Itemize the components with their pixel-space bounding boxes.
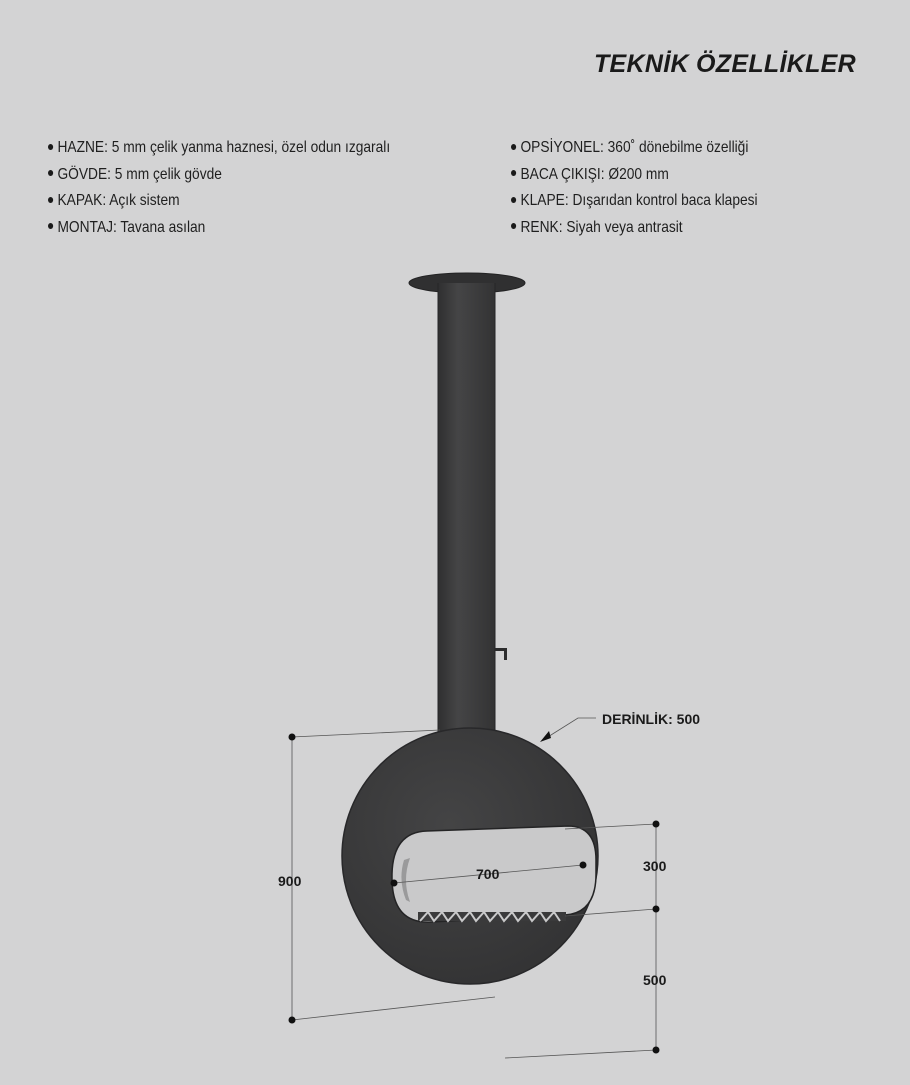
spec-label: MONTAJ: [57, 218, 117, 236]
spec-label: RENK: [520, 218, 563, 236]
spec-value: Ø200 mm [608, 165, 669, 183]
spec-value: Açık sistem [109, 192, 180, 209]
bottom-dimension: 500 [643, 972, 667, 988]
spec-value: Dışarıdan kontrol baca klapesi [572, 192, 758, 209]
grate [418, 912, 566, 921]
spec-value: 5 mm çelik gövde [114, 165, 222, 183]
spec-label: GÖVDE: [57, 165, 111, 183]
damper-handle [495, 648, 507, 660]
spec-value: 360˚ dönebilme özelliği [607, 139, 749, 156]
spec-label: HAZNE: [57, 139, 108, 156]
spec-value: Siyah veya antrasit [566, 218, 683, 236]
depth-label: DERİNLİK: 500 [602, 711, 701, 727]
spec-label: OPSİYONEL: [520, 139, 604, 156]
page-title: TEKNİK ÖZELLİKLER [593, 50, 856, 78]
spec-label: KAPAK: [57, 192, 107, 209]
spec-label: BACA ÇIKIŞI: [520, 165, 605, 183]
opening-dimension: 300 [643, 858, 667, 874]
chimney-pipe [438, 283, 495, 743]
fireplace-body [342, 728, 598, 984]
leader-arrow-icon [540, 731, 551, 742]
spec-value: 5 mm çelik yanma haznesi, özel odun ızgaralı [111, 139, 391, 156]
spec-value: Tavana asılan [120, 218, 206, 236]
width-dimension: 700 [476, 866, 500, 882]
height-dimension: 900 [278, 873, 302, 889]
spec-label: KLAPE: [520, 192, 569, 209]
